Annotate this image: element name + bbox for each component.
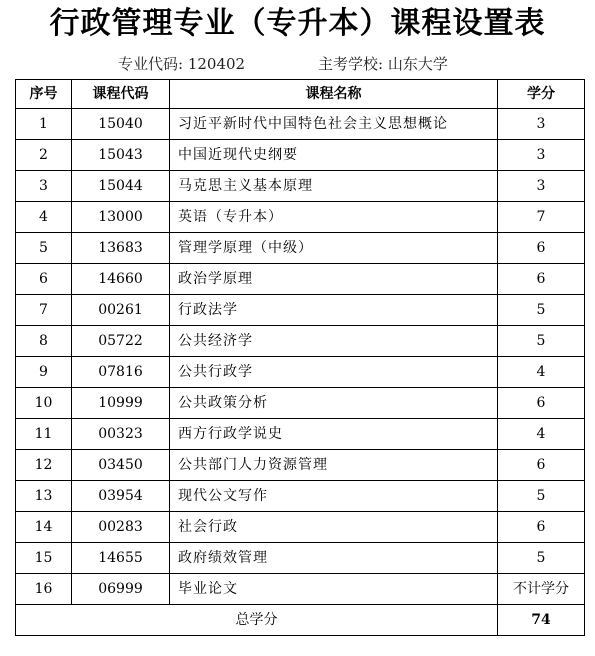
row-course-code: 15040	[72, 109, 170, 140]
row-course-code: 07816	[72, 357, 170, 388]
table-row	[16, 295, 585, 326]
row-no: 12	[16, 450, 72, 481]
total-label: 总学分	[16, 605, 498, 636]
row-course-name: 公共行政学	[170, 357, 498, 388]
course-table	[15, 79, 585, 636]
table-row	[16, 574, 585, 605]
row-no: 15	[16, 543, 72, 574]
row-course-code: 14655	[72, 543, 170, 574]
table-row	[16, 140, 585, 171]
table-row	[16, 109, 585, 140]
row-no: 16	[16, 574, 72, 605]
row-no: 5	[16, 233, 72, 264]
row-course-code: 03954	[72, 481, 170, 512]
table-body	[16, 109, 585, 605]
total-value: 74	[498, 605, 585, 636]
row-credit: 5	[498, 295, 585, 326]
row-no: 4	[16, 202, 72, 233]
row-course-name: 马克思主义基本原理	[170, 171, 498, 202]
table-row	[16, 419, 585, 450]
page-title: 行政管理专业（专升本）课程设置表	[49, 6, 546, 41]
table-row	[16, 481, 585, 512]
row-credit: 4	[498, 419, 585, 450]
row-credit: 4	[498, 357, 585, 388]
row-credit: 6	[498, 388, 585, 419]
major-code: 专业代码: 120402	[118, 55, 246, 73]
row-no: 14	[16, 512, 72, 543]
row-course-name: 毕业论文	[170, 574, 498, 605]
row-no: 7	[16, 295, 72, 326]
row-course-code: 00323	[72, 419, 170, 450]
row-credit: 7	[498, 202, 585, 233]
subtitle	[0, 52, 595, 76]
row-no: 3	[16, 171, 72, 202]
total-row	[16, 605, 585, 636]
row-course-name: 社会行政	[170, 512, 498, 543]
row-no: 6	[16, 264, 72, 295]
row-credit: 6	[498, 450, 585, 481]
row-no: 2	[16, 140, 72, 171]
row-credit: 5	[498, 481, 585, 512]
row-course-code: 10999	[72, 388, 170, 419]
table-header-row	[16, 80, 585, 109]
row-course-name: 现代公文写作	[170, 481, 498, 512]
row-credit: 6	[498, 264, 585, 295]
row-credit: 5	[498, 543, 585, 574]
row-course-name: 政府绩效管理	[170, 543, 498, 574]
row-course-code: 00283	[72, 512, 170, 543]
row-course-code: 13683	[72, 233, 170, 264]
row-no: 1	[16, 109, 72, 140]
row-credit: 不计学分	[498, 574, 585, 605]
row-credit: 3	[498, 171, 585, 202]
header-no: 序号	[16, 80, 72, 109]
row-course-name: 中国近现代史纲要	[170, 140, 498, 171]
row-course-name: 习近平新时代中国特色社会主义思想概论	[170, 109, 498, 140]
row-no: 10	[16, 388, 72, 419]
row-no: 8	[16, 326, 72, 357]
examining-school: 主考学校: 山东大学	[318, 55, 448, 73]
row-course-name: 公共部门人力资源管理	[170, 450, 498, 481]
row-course-code: 03450	[72, 450, 170, 481]
header-credit: 学分	[498, 80, 585, 109]
row-credit: 3	[498, 109, 585, 140]
table-row	[16, 264, 585, 295]
table-row	[16, 171, 585, 202]
row-course-code: 15043	[72, 140, 170, 171]
row-credit: 6	[498, 512, 585, 543]
row-course-name: 公共经济学	[170, 326, 498, 357]
table-row	[16, 326, 585, 357]
header-name: 课程名称	[170, 80, 498, 109]
row-course-name: 公共政策分析	[170, 388, 498, 419]
row-course-code: 00261	[72, 295, 170, 326]
row-no: 11	[16, 419, 72, 450]
row-course-name: 管理学原理（中级）	[170, 233, 498, 264]
table-row	[16, 357, 585, 388]
row-no: 9	[16, 357, 72, 388]
row-course-name: 政治学原理	[170, 264, 498, 295]
row-course-name: 行政法学	[170, 295, 498, 326]
row-credit: 5	[498, 326, 585, 357]
row-course-code: 15044	[72, 171, 170, 202]
table-row	[16, 202, 585, 233]
table-row	[16, 450, 585, 481]
row-course-code: 13000	[72, 202, 170, 233]
row-course-code: 06999	[72, 574, 170, 605]
row-course-name: 英语（专升本）	[170, 202, 498, 233]
header-code: 课程代码	[72, 80, 170, 109]
row-credit: 6	[498, 233, 585, 264]
row-course-code: 14660	[72, 264, 170, 295]
row-course-code: 05722	[72, 326, 170, 357]
row-no: 13	[16, 481, 72, 512]
table-row	[16, 512, 585, 543]
row-course-name: 西方行政学说史	[170, 419, 498, 450]
table-row	[16, 233, 585, 264]
table-row	[16, 388, 585, 419]
table-row	[16, 543, 585, 574]
row-credit: 3	[498, 140, 585, 171]
